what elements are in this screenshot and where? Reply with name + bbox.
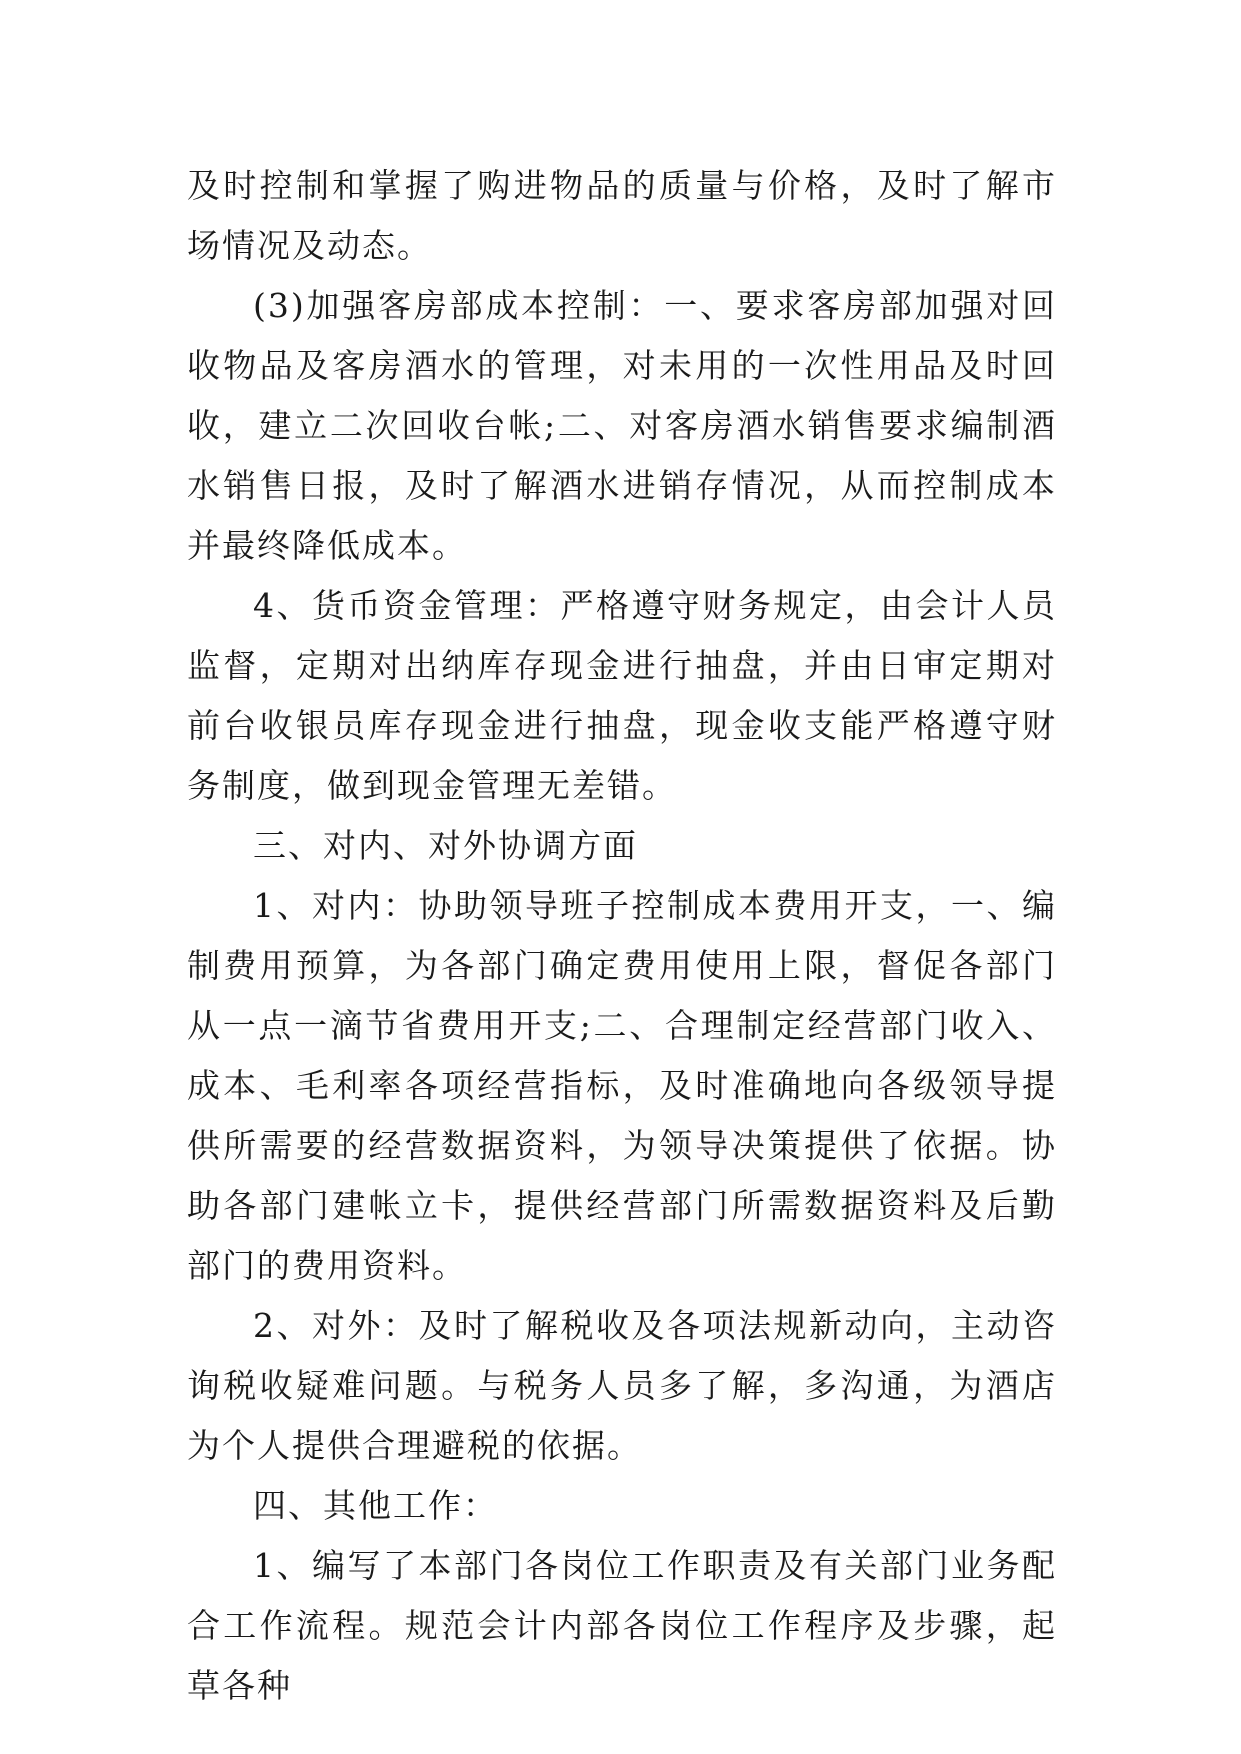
paragraph-job-duties: 1、编写了本部门各岗位工作职责及有关部门业务配合工作流程。规范会计内部各岗位工作程序及步骤，起草各种 xyxy=(187,1546,1057,1705)
paragraph-guest-room-cost-control: (3)加强客房部成本控制：一、要求客房部加强对回收物品及客房酒水的管理，对未用的一次性用品及时回收，建立二次回收台帐;二、对客房酒水销售要求编制酒水销售日报，及时了解酒水进销存情况，从而控制成本并最终降低成本。 xyxy=(187,286,1057,565)
document-body xyxy=(187,156,1057,1716)
paragraph-external-coordination: 2、对外：及时了解税收及各项法规新动向，主动咨询税收疑难问题。与税务人员多了解，多沟通，为酒店为个人提供合理避税的依据。 xyxy=(187,1306,1057,1465)
section-heading-other-work: 四、其他工作： xyxy=(253,1486,498,1525)
paragraph-cash-management: 4、货币资金管理：严格遵守财务规定，由会计人员监督，定期对出纳库存现金进行抽盘，并由日审定期对前台收银员库存现金进行抽盘，现金收支能严格遵守财务制度，做到现金管理无差错。 xyxy=(187,586,1057,805)
section-heading-coordination: 三、对内、对外协调方面 xyxy=(253,826,638,865)
paragraph-internal-coordination: 1、对内：协助领导班子控制成本费用开支，一、编制费用预算，为各部门确定费用使用上限，督促各部门从一点一滴节省费用开支;二、合理制定经营部门收入、成本、毛利率各项经营指标，及时准确地向各级领导提供所需要的经营数据资料，为领导决策提供了依据。协助各部门建帐立卡，提供经营部门所需数据资料及后勤部门的费用资料。 xyxy=(187,886,1057,1285)
paragraph-continued: 及时控制和掌握了购进物品的质量与价格，及时了解市场情况及动态。 xyxy=(187,166,1057,265)
